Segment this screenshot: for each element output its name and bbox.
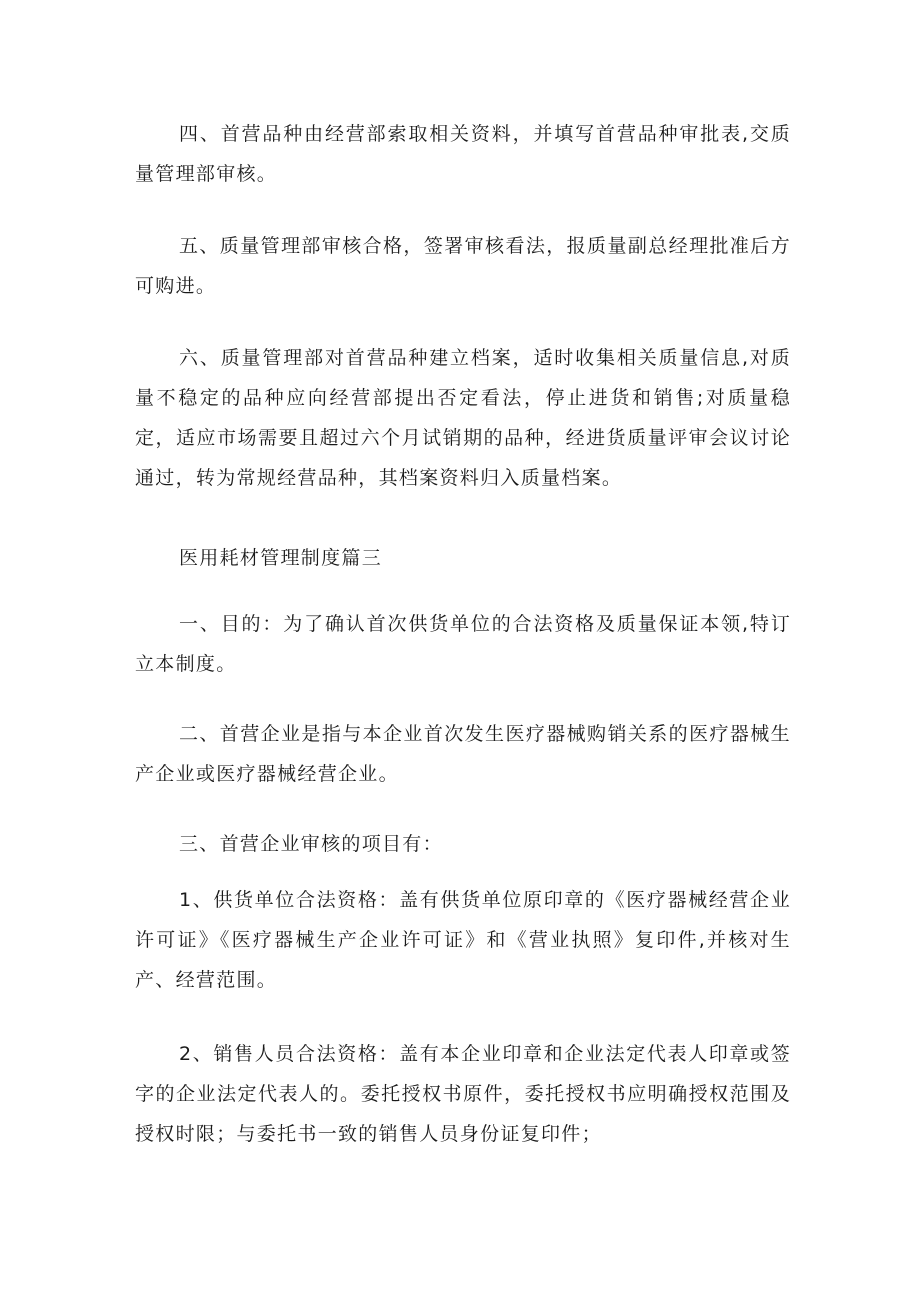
paragraph-item-2-sales-qualification: 2、销售人员合法资格：盖有本企业印章和企业法定代表人印章或签字的企业法定代表人的。委托授权书原件，委托授权书应明确授权范围及授权时限；与委托书一致的销售人员身份证复印件； bbox=[135, 1043, 791, 1145]
paragraph-2-first-enterprise-definition: 二、首营企业是指与本企业首次发生医疗器械购销关系的医疗器械生产企业或医疗器械经营企业。 bbox=[135, 723, 791, 785]
section-heading-part-three: 医用耗材管理制度篇三 bbox=[179, 547, 383, 569]
paragraph-4-new-variety-application: 四、首营品种由经营部索取相关资料，并填写首营品种审批表,交质量管理部审核。 bbox=[135, 123, 791, 185]
paragraph-3-review-items: 三、首营企业审核的项目有： bbox=[179, 833, 443, 855]
paragraph-5-quality-approval: 五、质量管理部审核合格，签署审核看法，报质量副总经理批准后方可购进。 bbox=[135, 235, 791, 297]
paragraph-6-quality-archive: 六、质量管理部对首营品种建立档案，适时收集相关质量信息,对质量不稳定的品种应向经营部提出否定看法，停止进货和销售;对质量稳定，适应市场需要且超过六个月试销期的品种，经进货质量评审会议讨论通过，转为常规经营品种，其档案资料归入质量档案。 bbox=[135, 347, 791, 489]
paragraph-item-1-supplier-qualification: 1、供货单位合法资格：盖有供货单位原印章的《医疗器械经营企业许可证》《医疗器械生产企业许可证》和《营业执照》复印件,并核对生产、经营范围。 bbox=[135, 889, 791, 991]
paragraph-1-purpose: 一、目的：为了确认首次供货单位的合法资格及质量保证本领,特订立本制度。 bbox=[135, 613, 791, 675]
